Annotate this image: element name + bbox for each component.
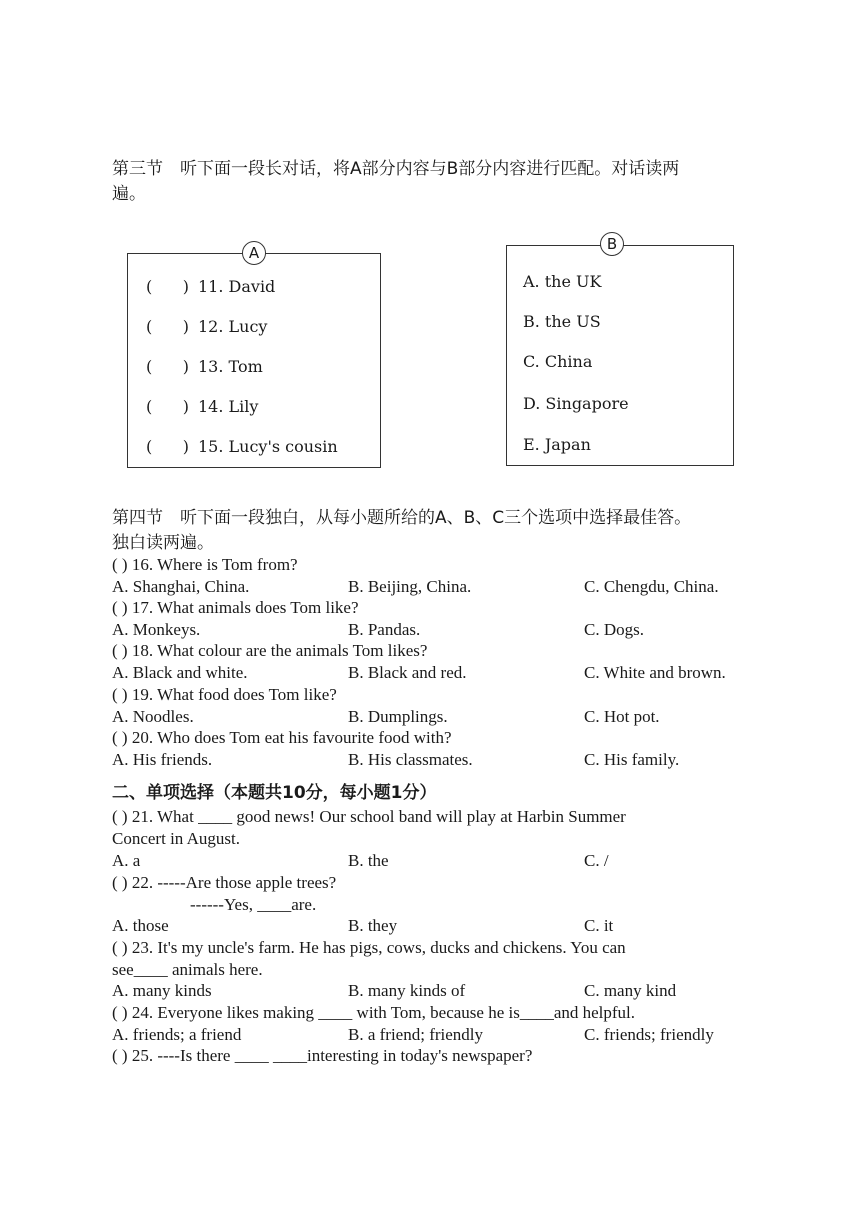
question-22-reply: ------Yes, ____are. (190, 895, 317, 914)
option-c: C. White and brown. (584, 663, 726, 682)
option-a: A. Monkeys. (112, 620, 201, 639)
option-b: B. His classmates. (348, 750, 473, 769)
option-a: A. Black and white. (112, 663, 248, 682)
option-c: C. His family. (584, 750, 680, 769)
option-c: C. it (584, 916, 614, 935)
option-a: A. His friends. (112, 750, 213, 769)
question-24: ( ) 24. Everyone likes making ____ with Tom, because he is____and helpful. (112, 1003, 636, 1022)
box-b-item: D. Singapore (523, 394, 629, 413)
section4-heading: 第四节 听下面一段独白，从每小题所给的A、B、C三个选项中选择最佳答。 (112, 508, 692, 528)
question-23-cont: see____ animals here. (112, 960, 263, 979)
option-b: B. they (348, 916, 398, 935)
box-a-item: 11. David (198, 277, 276, 296)
section4-heading-line2: 独白读两遍。 (112, 533, 214, 553)
box-a-item: 13. Tom (198, 357, 263, 376)
option-a: A. many kinds (112, 981, 212, 1000)
question-21-cont: Concert in August. (112, 829, 240, 848)
answer-bracket: ( ) (146, 357, 189, 376)
question-16: ( ) 16. Where is Tom from? (112, 555, 298, 574)
option-a: A. those (112, 916, 169, 935)
answer-bracket: ( ) (146, 277, 189, 296)
part2-heading: 二、单项选择（本题共10分，每小题1分） (112, 783, 437, 803)
option-b: B. many kinds of (348, 981, 466, 1000)
option-b: B. Black and red. (348, 663, 467, 682)
option-c: C. Dogs. (584, 620, 644, 639)
option-a: A. friends; a friend (112, 1025, 242, 1044)
question-17: ( ) 17. What animals does Tom like? (112, 598, 359, 617)
box-a-label: A (242, 241, 266, 265)
option-c: C. Hot pot. (584, 707, 660, 726)
option-c: C. Chengdu, China. (584, 577, 719, 596)
option-b: B. Dumplings. (348, 707, 448, 726)
option-a: A. Shanghai, China. (112, 577, 250, 596)
option-b: B. a friend; friendly (348, 1025, 484, 1044)
option-c: C. friends; friendly (584, 1025, 714, 1044)
section3-heading-line2: 遍。 (112, 184, 146, 204)
option-b: B. Pandas. (348, 620, 421, 639)
question-23: ( ) 23. It's my uncle's farm. He has pigs, cows, ducks and chickens. You can (112, 938, 626, 957)
question-19: ( ) 19. What food does Tom like? (112, 685, 337, 704)
question-21: ( ) 21. What ____ good news! Our school band will play at Harbin Summer (112, 807, 626, 826)
answer-bracket: ( ) (146, 397, 189, 416)
section3-heading: 第三节 听下面一段长对话，将A部分内容与B部分内容进行匹配。对话读两 (112, 159, 680, 179)
box-a-item: 12. Lucy (198, 317, 268, 336)
box-a-item: 14. Lily (198, 397, 259, 416)
option-a: A. Noodles. (112, 707, 194, 726)
answer-bracket: ( ) (146, 437, 189, 456)
option-c: C. / (584, 851, 609, 870)
box-b-item: B. the US (523, 312, 601, 331)
box-b-item: E. Japan (523, 435, 591, 454)
box-a-item: 15. Lucy's cousin (198, 437, 338, 456)
question-22: ( ) 22. -----Are those apple trees? (112, 873, 337, 892)
option-b: B. the (348, 851, 389, 870)
question-25: ( ) 25. ----Is there ____ ____interesting in today's newspaper? (112, 1046, 533, 1065)
answer-bracket: ( ) (146, 317, 189, 336)
option-b: B. Beijing, China. (348, 577, 472, 596)
question-18: ( ) 18. What colour are the animals Tom likes? (112, 641, 428, 660)
option-c: C. many kind (584, 981, 677, 1000)
box-b-item: A. the UK (523, 272, 602, 291)
box-b-item: C. China (523, 352, 593, 371)
option-a: A. a (112, 851, 141, 870)
box-b-label: B (600, 232, 624, 256)
question-20: ( ) 20. Who does Tom eat his favourite food with? (112, 728, 452, 747)
